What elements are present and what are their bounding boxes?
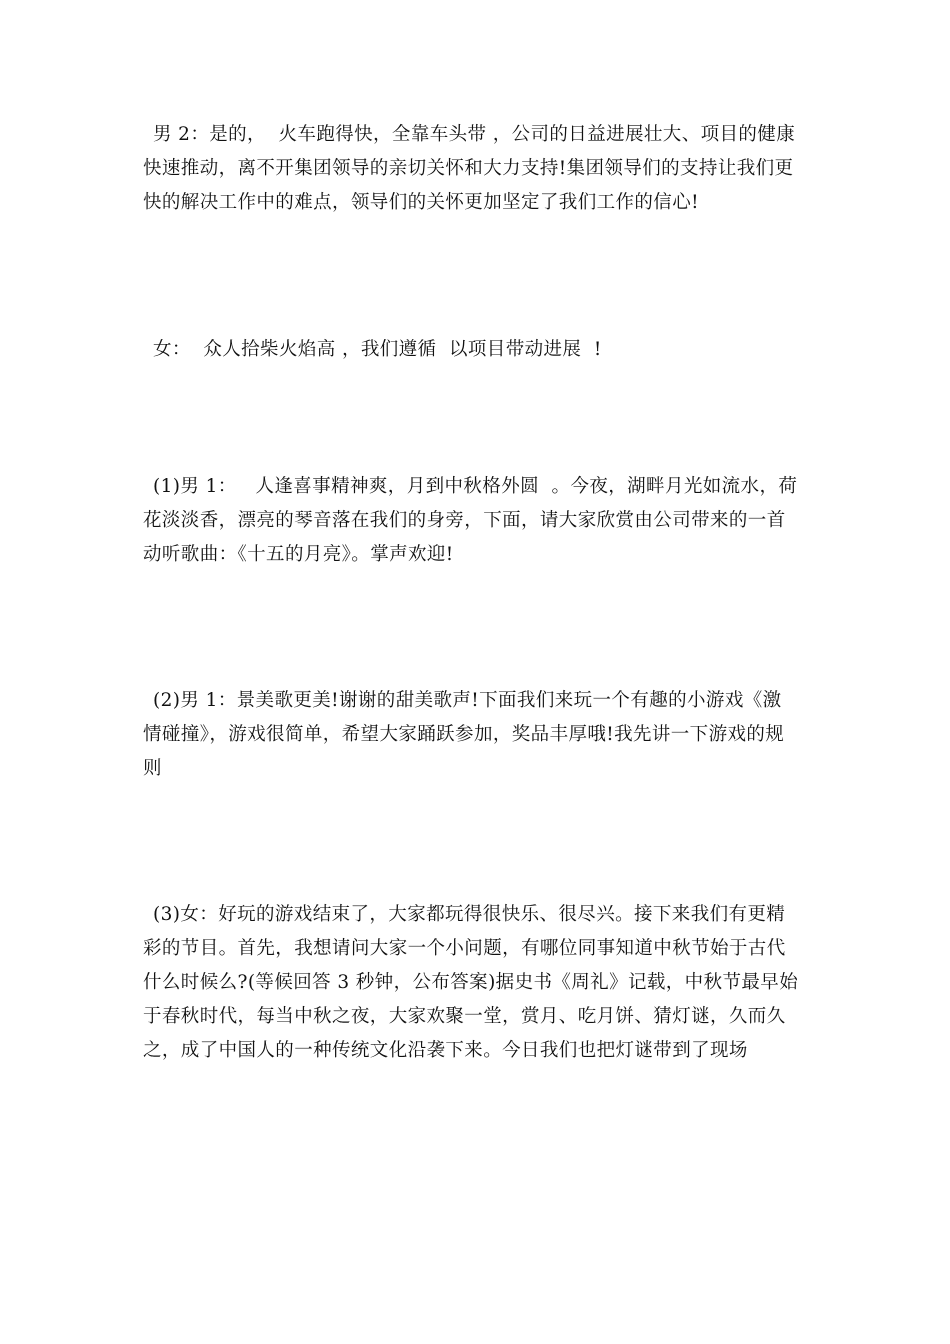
paragraph-line: 花淡淡香，漂亮的琴音落在我们的身旁，下面，请大家欣赏由公司带来的一首 — [143, 510, 786, 531]
paragraph-line: 情碰撞》，游戏很简单，希望大家踊跃参加，奖品丰厚哦!我先讲一下游戏的规 — [143, 724, 785, 745]
paragraph-section-1 — [143, 470, 813, 572]
paragraph-line: 什么时候么?(等候回答 3 秒钟，公布答案)据史书《周礼》记载，中秋节最早始 — [143, 972, 799, 993]
paragraph-male2-reply — [143, 118, 813, 220]
paragraph-line: (3)女：好玩的游戏结束了，大家都玩得很快乐、很尽兴。接下来我们有更精 — [153, 904, 786, 925]
paragraph-section-2 — [143, 684, 813, 786]
paragraph-line: 动听歌曲：《十五的月亮》。掌声欢迎! — [143, 544, 454, 565]
paragraph-line: 于春秋时代，每当中秋之夜，大家欢聚一堂，赏月、吃月饼、猜灯谜，久而久 — [143, 1006, 786, 1027]
paragraph-line: 女： 众人拾柴火焰高 ，我们遵循 以项目带动进展 ! — [153, 339, 602, 360]
paragraph-female-line — [143, 333, 813, 367]
paragraph-line: 快速推动，离不开集团领导的亲切关怀和大力支持!集团领导们的支持让我们更 — [143, 158, 794, 179]
paragraph-line: 快的解决工作中的难点，领导们的关怀更加坚定了我们工作的信心! — [143, 192, 699, 213]
paragraph-line: (2)男 1：景美歌更美!谢谢的甜美歌声!下面我们来玩一个有趣的小游戏《激 — [153, 690, 782, 711]
paragraph-line: 彩的节目。首先，我想请问大家一个小问题，有哪位同事知道中秋节始于古代 — [143, 938, 786, 959]
paragraph-line: (1)男 1： 人逢喜事精神爽，月到中秋格外圆 。今夜，湖畔月光如流水，荷 — [153, 476, 798, 497]
paragraph-section-3 — [143, 898, 813, 1068]
paragraph-line: 男 2：是的， 火车跑得快，全靠车头带 ，公司的日益进展壮大、项目的健康 — [153, 124, 796, 145]
paragraph-line: 之，成了中国人的一种传统文化沿袭下来。今日我们也把灯谜带到了现场 — [143, 1040, 748, 1061]
paragraph-line: 则 — [143, 758, 162, 779]
